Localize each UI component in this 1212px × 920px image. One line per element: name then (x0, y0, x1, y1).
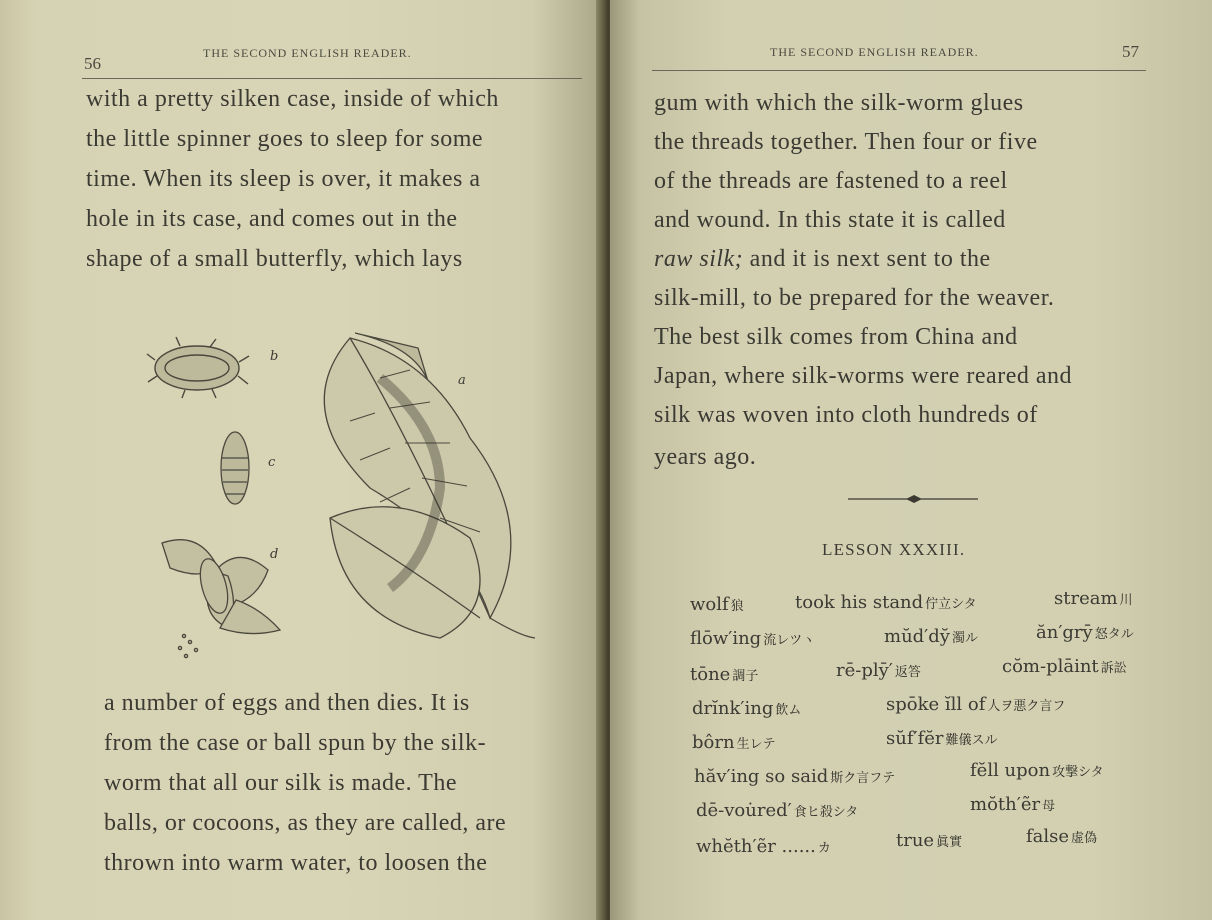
text-line: hole in its case, and comes out in the (86, 206, 458, 232)
vocab-item: spōke ĭll of 人ヲ悪ク言フ (886, 694, 1066, 715)
vocab-item: wolf 狼 (690, 594, 744, 615)
vocab-item: ăn′grȳ 怒タル (1036, 622, 1134, 643)
moth-figure (162, 540, 280, 658)
text-line: thrown into warm water, to loosen the (104, 850, 488, 876)
figure-label-c: c (268, 455, 276, 470)
text-line: years ago. (654, 444, 757, 470)
text-line: Japan, where silk-worms were reared and (654, 363, 1072, 389)
text-line: from the case or ball spun by the silk- (104, 730, 487, 756)
vocab-item: whĕth′ẽr ...... カ (696, 836, 831, 857)
vocab-item: flōw′ing 流レツヽ (690, 628, 816, 649)
text-line: worm that all our silk is made. The (104, 770, 457, 796)
page-number: 57 (1122, 42, 1139, 61)
vocab-item: false 虚偽 (1026, 826, 1098, 847)
mulberry-leaf-figure (324, 333, 535, 638)
vocab-item: fĕll upon 攻撃シタ (970, 760, 1104, 781)
text-line: shape of a small butterfly, which lays (86, 246, 463, 272)
text-line: time. When its sleep is over, it makes a (86, 166, 481, 192)
text-line: the little spinner goes to sleep for some (86, 126, 484, 152)
figure-label-d: d (270, 547, 279, 562)
vocab-item: true 眞實 (896, 830, 963, 851)
vocab-item: bôrn 生レテ (692, 732, 776, 753)
chrysalis-figure (221, 432, 249, 504)
page-number: 56 (84, 54, 101, 73)
vocab-item: tōne 調子 (690, 664, 759, 685)
cocoon-figure (147, 337, 249, 398)
text-line: silk-mill, to be prepared for the weaver. (654, 285, 1055, 311)
running-head: THE SECOND ENGLISH READER. (203, 46, 412, 60)
text-line: balls, or cocoons, as they are called, are (104, 810, 507, 836)
vocab-item: rē-plȳ′ 返答 (836, 660, 921, 681)
lesson-title: LESSON XXXIII. (822, 540, 966, 559)
text-line: the threads together. Then four or five (654, 129, 1038, 155)
silkworm-illustration (140, 318, 580, 668)
header-rule (652, 70, 1146, 71)
text-line: silk was woven into cloth hundreds of (654, 402, 1038, 428)
vocab-item: hăv′ing so said 斯ク言フテ (694, 766, 896, 787)
header-rule (82, 78, 582, 79)
vocab-item: sŭf′fĕr 難儀スル (886, 728, 998, 749)
vocab-item: drĭnk′ing 飲ム (692, 698, 802, 719)
vocab-item: mŭd′dy̆ 濁ル (884, 626, 978, 647)
text-line: The best silk comes from China and (654, 324, 1018, 350)
vocab-item: mŏth′ẽr 母 (970, 794, 1056, 815)
vocab-item: dē-vou̇red′ 食ヒ殺シタ (696, 800, 859, 821)
vocab-item: stream 川 (1054, 588, 1133, 609)
text-line: and wound. In this state it is called (654, 207, 1006, 233)
vocab-item: cŏm-plāint 訴訟 (1002, 656, 1127, 677)
section-ornament (848, 492, 978, 506)
figure-label-b: b (270, 349, 279, 364)
text-line: gum with which the silk-worm glues (654, 90, 1024, 116)
left-page (0, 0, 604, 920)
running-head: THE SECOND ENGLISH READER. (770, 45, 979, 59)
text-line: raw silk; and it is next sent to the (654, 246, 991, 272)
vocab-item: took his stand 佇立シタ (795, 592, 977, 613)
text-line: with a pretty silken case, inside of which (86, 86, 499, 112)
text-line: a number of eggs and then dies. It is (104, 690, 470, 716)
italic-term: raw silk; (654, 246, 744, 272)
figure-label-a: a (458, 373, 466, 388)
text-line: of the threads are fastened to a reel (654, 168, 1008, 194)
